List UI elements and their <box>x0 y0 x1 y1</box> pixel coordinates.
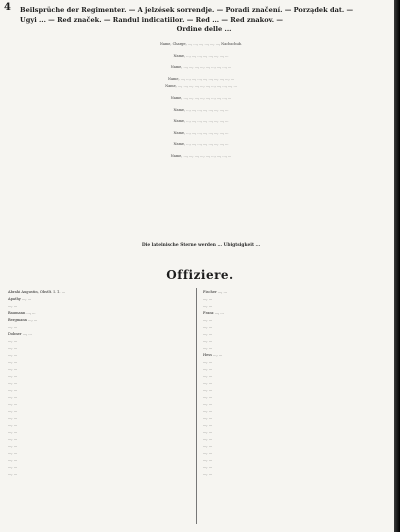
header-line-2: Ugyi ... — Red značek. — Randul indicatiilor. — Red ... — Red znakov. — <box>20 15 283 24</box>
officer-entry: Apathy ..., ... <box>8 296 32 301</box>
officer-entry: ..., ... <box>8 373 18 378</box>
officer-entry: ..., ... <box>8 429 18 434</box>
officer-entry: ..., ... <box>8 408 18 413</box>
officer-entry: ..., ... <box>203 317 213 322</box>
officer-entry: ..., ... <box>203 429 213 434</box>
legend-entry: Name, ..., ..., ..., ..., ..., ..., ..., ... <box>173 130 229 135</box>
officer-entry: ..., ... <box>8 464 18 469</box>
officer-entry: ..., ... <box>203 373 213 378</box>
officer-entry: ..., ... <box>203 366 213 371</box>
officer-entry: ..., ... <box>203 380 213 385</box>
officer-entry: ..., ... <box>8 443 18 448</box>
officer-entry: ..., ... <box>8 457 18 462</box>
officer-entry: ..., ... <box>8 303 18 308</box>
section-title: Offiziere. <box>166 268 234 282</box>
legend-entry: Name, ..., ..., ..., ..., ..., ..., ..., ... <box>173 53 229 58</box>
officer-entry: ..., ... <box>8 401 18 406</box>
officer-entry: ..., ... <box>8 436 18 441</box>
legend-entry: Name, Charge, ..., ..., ..., ..., ..., ..., Nachschub. <box>159 42 243 46</box>
officer-entry: ..., ... <box>203 338 213 343</box>
officer-entry: ..., ... <box>8 345 18 350</box>
officer-entry: ..., ... <box>203 436 213 441</box>
legend-entry: Name, ..., ..., ..., ..., ..., ..., ..., ..., ... <box>170 153 232 158</box>
officer-entry: ..., ... <box>203 296 213 301</box>
officer-entry: ..., ... <box>8 415 18 420</box>
legend-entry: Name, ..., ..., ..., ..., ..., ..., ..., ... <box>173 119 229 124</box>
officer-entry: Baumann ..., ... <box>8 310 36 315</box>
officer-entry: ..., ... <box>203 303 213 308</box>
officer-entry: ..., ... <box>203 331 213 336</box>
officer-entry: ..., ... <box>8 422 18 427</box>
scan-edge <box>394 0 400 532</box>
officer-entry: ..., ... <box>8 387 18 392</box>
officer-entry: ..., ... <box>8 352 18 357</box>
officer-entry: ..., ... <box>203 471 213 476</box>
officer-entry: ..., ... <box>203 464 213 469</box>
officer-entry: ..., ... <box>8 394 18 399</box>
legend-entry: Name, ..., ..., ..., ..., ..., ..., ..., ... <box>173 107 229 112</box>
officer-entry: ..., ... <box>203 422 213 427</box>
officer-entry: ..., ... <box>8 359 18 364</box>
officer-entry: ..., ... <box>8 450 18 455</box>
page-number: 4 <box>4 2 11 13</box>
officer-entry: Dobner ..., ... <box>8 331 32 336</box>
officer-entry: Franz ..., ... <box>203 310 224 315</box>
officer-entry: ..., ... <box>203 324 213 329</box>
officer-entry: ..., ... <box>203 450 213 455</box>
legend-entry: Name, ..., ..., ..., ..., ..., ..., ..., ..., ..., ... <box>167 76 235 81</box>
left-column <box>8 290 190 479</box>
officer-entry: ..., ... <box>8 366 18 371</box>
officer-entry: ..., ... <box>8 380 18 385</box>
officer-entry: ..., ... <box>8 338 18 343</box>
officer-entry: ..., ... <box>203 359 213 364</box>
officer-entry: ..., ... <box>203 408 213 413</box>
right-column <box>203 290 385 479</box>
header-line-3: Ordine delle ... <box>176 25 232 33</box>
officer-entry: ..., ... <box>203 401 213 406</box>
officer-entry: Bergmann ..., ... <box>8 317 38 322</box>
officer-entry: ..., ... <box>8 471 18 476</box>
officer-entry: ..., ... <box>203 443 213 448</box>
officer-entry: ..., ... <box>203 345 213 350</box>
legend-entry: Name, ..., ..., ..., ..., ..., ..., ..., ..., ..., ..., ... <box>165 84 237 89</box>
officer-entry: ..., ... <box>8 324 18 329</box>
officer-entry: ..., ... <box>203 415 213 420</box>
legend-entry: Name, ..., ..., ..., ..., ..., ..., ..., ..., ... <box>170 95 232 100</box>
header-block <box>20 6 388 35</box>
legend-block <box>16 42 386 166</box>
officer-entry: Hess ..., ... <box>203 352 223 357</box>
officer-entry: Fischer ..., ... <box>203 290 227 294</box>
officer-entry: ..., ... <box>203 394 213 399</box>
header-line-1: Beilsprüche der Regimenter. — A jelzések sorrendje. — Poradi značení. — Porządek dat. — <box>20 6 354 14</box>
officer-entry: ..., ... <box>203 387 213 392</box>
legend-entry: Name, ..., ..., ..., ..., ..., ..., ..., ..., ... <box>170 65 232 70</box>
officer-entry: ..., ... <box>203 457 213 462</box>
officer-entry: Abrahi Augustin, Obstlt. I. 1. ... <box>8 290 66 294</box>
note-line: Die lateinische Sterne werden ... Ubigtsigkeit ... <box>141 243 261 248</box>
column-divider <box>196 288 197 524</box>
legend-entry: Name, ..., ..., ..., ..., ..., ..., ..., ... <box>173 142 229 147</box>
